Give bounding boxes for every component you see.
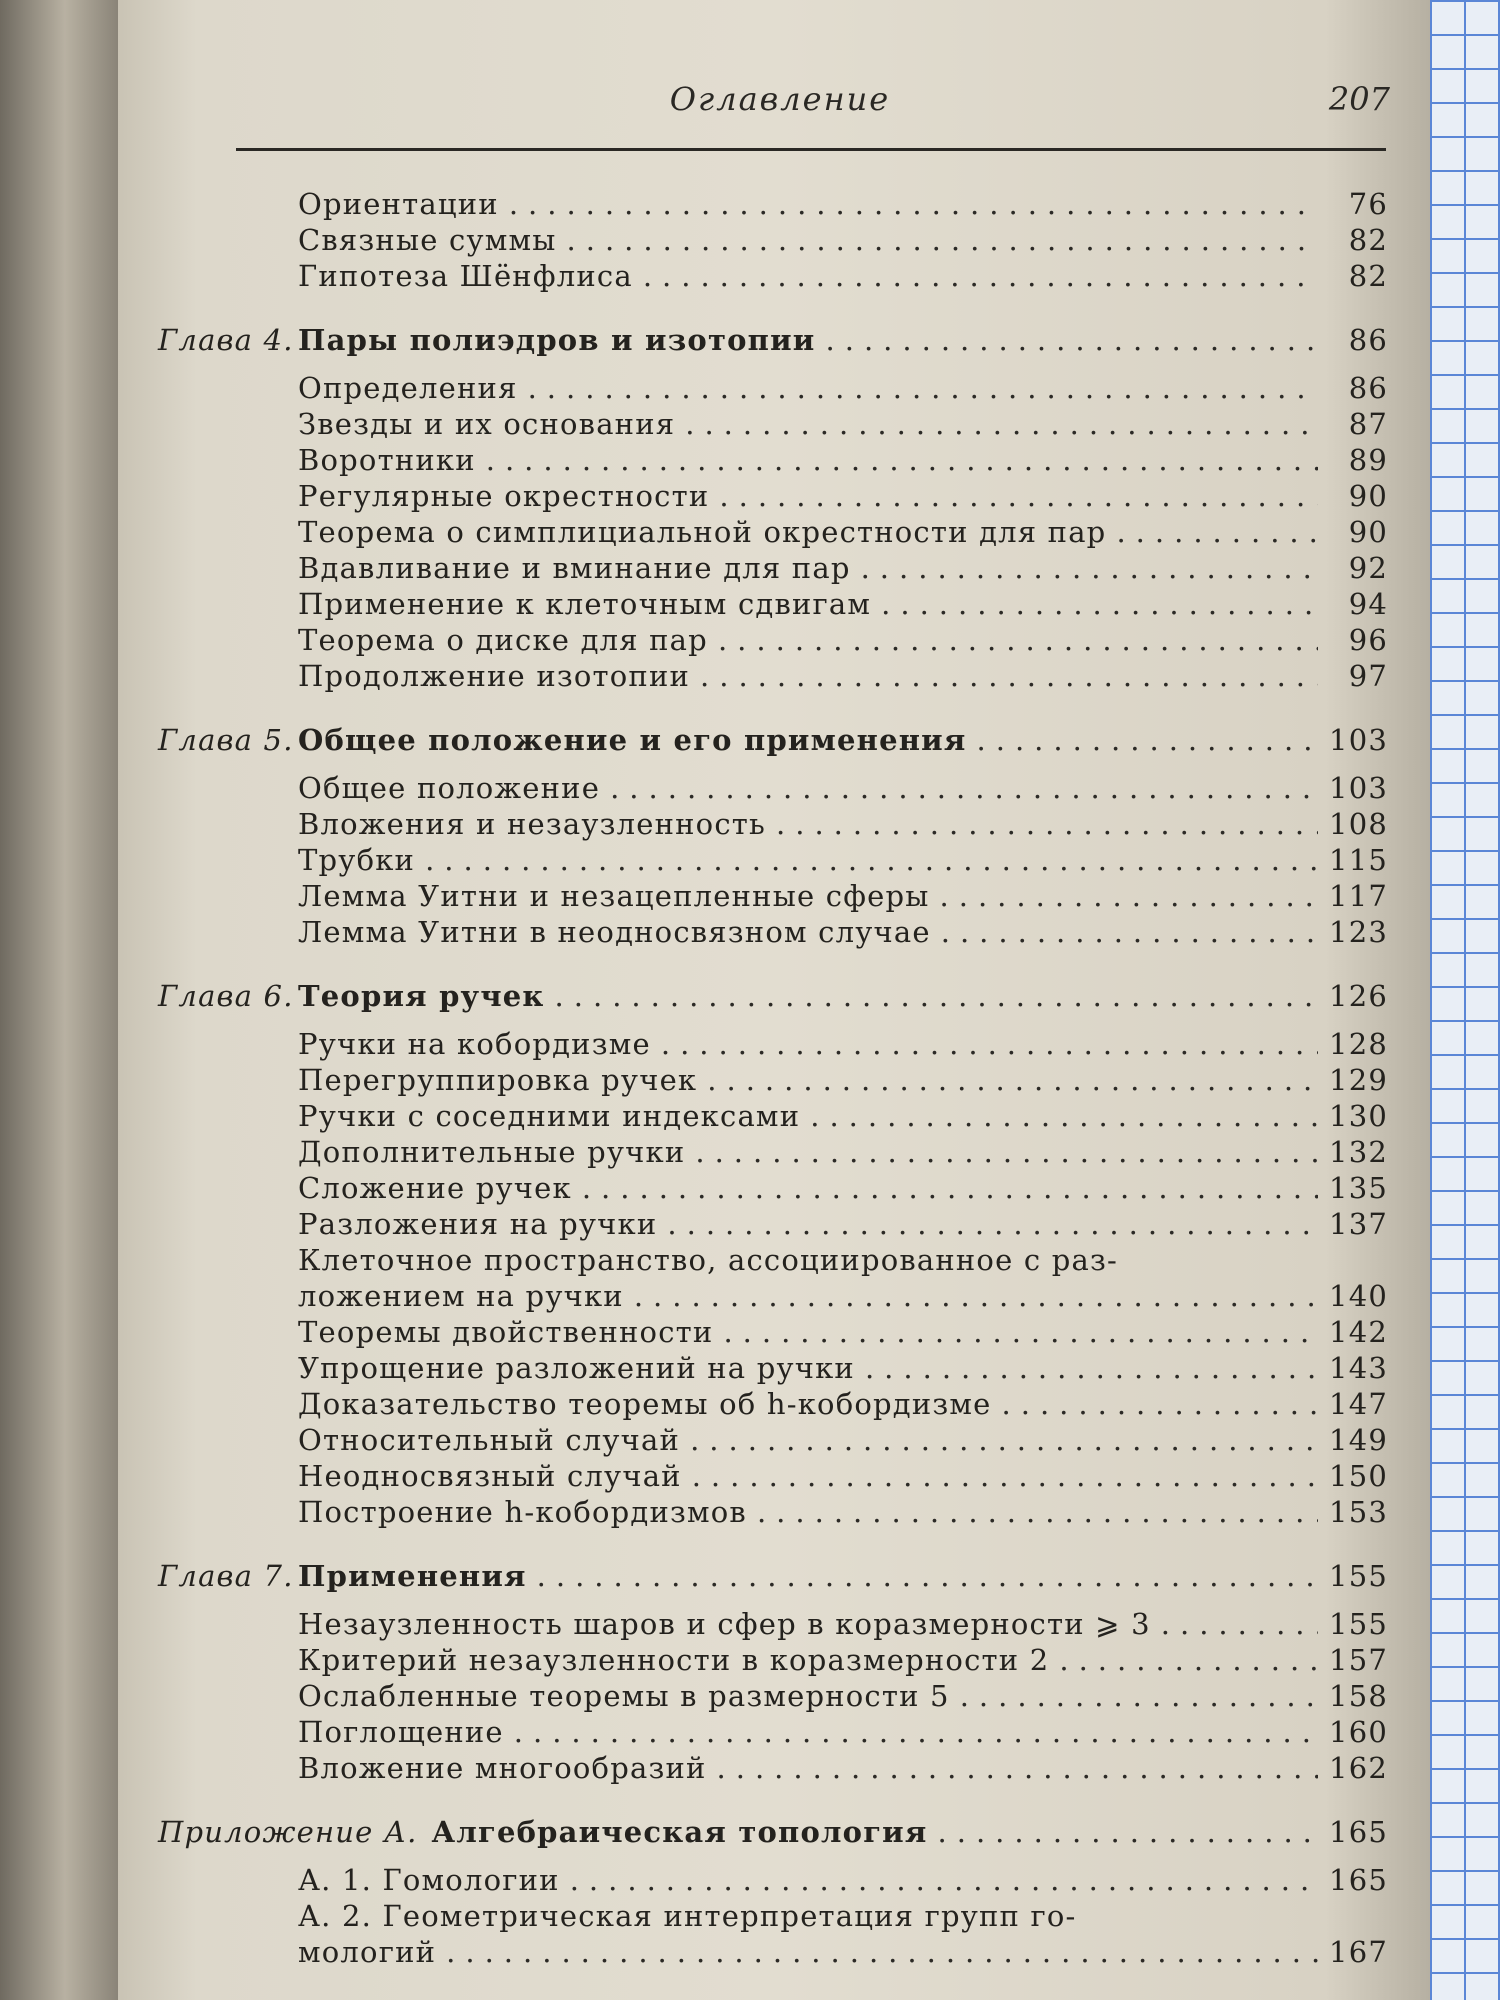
toc-entry-page: 128 (1329, 1027, 1388, 1061)
toc-entry (158, 1062, 1388, 1098)
toc-entry (158, 1314, 1388, 1350)
toc-entry (158, 478, 1388, 514)
dot-leader (528, 370, 1318, 406)
dot-leader (446, 1934, 1318, 1970)
dot-leader (509, 186, 1318, 222)
appendix-page: 165 (1329, 1815, 1388, 1849)
toc-entry (158, 1862, 1388, 1898)
chapter-heading (158, 978, 1388, 1014)
dot-leader (1116, 514, 1318, 550)
toc-entry (158, 1278, 1388, 1314)
toc-entry-title: Неодносвязный случай (298, 1459, 682, 1493)
toc-entry-first-line (158, 1242, 1388, 1278)
dot-leader (941, 914, 1318, 950)
toc-entry (158, 842, 1388, 878)
toc-entry (158, 1750, 1388, 1786)
toc-entry-page: 103 (1329, 771, 1388, 805)
dot-leader (695, 1134, 1318, 1170)
dot-leader (700, 658, 1318, 694)
grid-paper-background (1430, 0, 1500, 2000)
running-head-title: Оглавление (669, 80, 891, 118)
toc-entry-title: Клеточное пространство, ассоциированное с раз- (298, 1243, 1119, 1277)
toc-entry-title: Вдавливание и вминание для пар (298, 551, 851, 585)
toc-entry-title: мологий (298, 1935, 437, 1969)
toc-entry-title: Дополнительные ручки (298, 1135, 686, 1169)
dot-leader (486, 442, 1318, 478)
toc-entry-title: Ослабленные теоремы в размерности 5 (298, 1679, 950, 1713)
chapter-title: Пары полиэдров и изотопии (298, 323, 816, 357)
toc-entry-page: 130 (1329, 1099, 1388, 1133)
toc-entry-page: 94 (1348, 587, 1388, 621)
toc-entry-title: Связные суммы (298, 223, 557, 257)
dot-leader (810, 1098, 1318, 1134)
chapter-label: Глава 5. (158, 723, 294, 757)
dot-leader (514, 1714, 1318, 1750)
dot-leader (861, 550, 1318, 586)
toc-entry-title: Незаузленность шаров и сфер в коразмерности ⩾ 3 (298, 1607, 1151, 1641)
toc-entry-page: 97 (1348, 659, 1388, 693)
toc-entry-title: Применение к клеточным сдвигам (298, 587, 872, 621)
toc-entry (158, 222, 1388, 258)
toc-entry-title: Звезды и их основания (298, 407, 676, 441)
toc-entry-page: 143 (1329, 1351, 1388, 1385)
toc-entry-title: Ручки на кобордизме (298, 1027, 651, 1061)
toc-entry-page: 142 (1329, 1315, 1388, 1349)
toc-entry (158, 186, 1388, 222)
toc-entry-title: Гипотеза Шёнфлиса (298, 259, 633, 293)
toc-entry (158, 1098, 1388, 1134)
dot-leader (865, 1350, 1318, 1386)
dot-leader (881, 586, 1318, 622)
toc-entry (158, 1642, 1388, 1678)
toc-entry (158, 1386, 1388, 1422)
toc-entry-page: 82 (1348, 223, 1388, 257)
toc-entry-title: Лемма Уитни и незацепленные сферы (298, 879, 930, 913)
toc-entry-title: Общее положение (298, 771, 601, 805)
chapter-page: 103 (1329, 723, 1388, 757)
toc-entry (158, 1134, 1388, 1170)
toc-entry-page: 167 (1329, 1935, 1388, 1969)
toc-entry-page: 165 (1329, 1863, 1388, 1897)
table-of-contents (158, 186, 1388, 1970)
toc-entry-page: 132 (1329, 1135, 1388, 1169)
toc-entry-title: Критерий незаузленности в коразмерности 2 (298, 1643, 1050, 1677)
toc-entry (158, 770, 1388, 806)
dot-leader (940, 878, 1318, 914)
toc-entry (158, 914, 1388, 950)
toc-entry-title: Перегруппировка ручек (298, 1063, 698, 1097)
toc-entry-first-line (158, 1898, 1388, 1934)
toc-entry (158, 1678, 1388, 1714)
toc-entry (158, 406, 1388, 442)
toc-entry-page: 115 (1329, 843, 1388, 877)
appendix-heading (158, 1814, 1388, 1850)
dot-leader (555, 978, 1318, 1014)
toc-entry (158, 550, 1388, 586)
header-rule (236, 148, 1386, 151)
toc-entry-page: 149 (1329, 1423, 1388, 1457)
toc-entry-page: 129 (1329, 1063, 1388, 1097)
toc-entry-page: 108 (1329, 807, 1388, 841)
toc-entry (158, 514, 1388, 550)
toc-entry (158, 1458, 1388, 1494)
dot-leader (938, 1814, 1318, 1850)
dot-leader (717, 1750, 1318, 1786)
toc-entry-title: Теорема о симплициальной окрестности для пар (298, 515, 1107, 549)
toc-entry (158, 1350, 1388, 1386)
appendix-title: Алгебраическая топология (431, 1815, 928, 1849)
dot-leader (718, 622, 1318, 658)
toc-entry-page: 76 (1348, 187, 1388, 221)
dot-leader (685, 406, 1318, 442)
dot-leader (960, 1678, 1318, 1714)
chapter-label: Глава 7. (158, 1559, 294, 1593)
toc-entry-page: 117 (1329, 879, 1388, 913)
toc-entry-title: Продолжение изотопии (298, 659, 691, 693)
toc-entry-page: 90 (1348, 479, 1388, 513)
facing-page-edge (0, 0, 118, 2000)
dot-leader (661, 1026, 1318, 1062)
toc-entry-title: Вложения и незаузленность (298, 807, 767, 841)
dot-leader (1059, 1642, 1318, 1678)
chapter-title: Применения (298, 1559, 527, 1593)
dot-leader (776, 806, 1318, 842)
chapter-heading (158, 722, 1388, 758)
chapter-label: Глава 4. (158, 323, 294, 357)
toc-entry-title: Поглощение (298, 1715, 504, 1749)
toc-entry-page: 162 (1329, 1751, 1388, 1785)
dot-leader (634, 1278, 1318, 1314)
toc-entry-page: 153 (1329, 1495, 1388, 1529)
chapter-title: Теория ручек (298, 979, 545, 1013)
toc-entry-title: Теорема о диске для пар (298, 623, 708, 657)
toc-entry-title: Разложения на ручки (298, 1207, 658, 1241)
toc-entry-title: Ориентации (298, 187, 499, 221)
toc-entry-title: Лемма Уитни в неодносвязном случае (298, 915, 931, 949)
toc-entry-title: Определения (298, 371, 518, 405)
toc-entry-title: А. 1. Гомологии (298, 1863, 560, 1897)
toc-entry (158, 258, 1388, 294)
dot-leader (757, 1494, 1318, 1530)
chapter-label: Глава 6. (158, 979, 294, 1013)
toc-entry-page: 157 (1329, 1643, 1388, 1677)
toc-entry-page: 87 (1348, 407, 1388, 441)
running-head-page-number: 207 (1328, 80, 1390, 118)
toc-entry-page: 150 (1329, 1459, 1388, 1493)
toc-entry-page: 140 (1329, 1279, 1388, 1313)
chapter-page: 155 (1329, 1559, 1388, 1593)
chapter-title: Общее положение и его применения (298, 723, 967, 757)
toc-entry-page: 89 (1348, 443, 1388, 477)
toc-entry-title: Ручки с соседними индексами (298, 1099, 801, 1133)
toc-entry (158, 622, 1388, 658)
dot-leader (692, 1458, 1318, 1494)
toc-entry (158, 1422, 1388, 1458)
toc-entry-page: 137 (1329, 1207, 1388, 1241)
chapter-heading (158, 322, 1388, 358)
toc-entry-title: Относительный случай (298, 1423, 681, 1457)
toc-entry-title: Трубки (298, 843, 416, 877)
dot-leader (1161, 1606, 1318, 1642)
toc-entry (158, 370, 1388, 406)
toc-entry-page: 155 (1329, 1607, 1388, 1641)
toc-entry-title: Сложение ручек (298, 1171, 572, 1205)
dot-leader (826, 322, 1318, 358)
toc-entry (158, 878, 1388, 914)
toc-entry-title: Воротники (298, 443, 476, 477)
toc-entry (158, 442, 1388, 478)
toc-entry-page: 135 (1329, 1171, 1388, 1205)
toc-entry (158, 1170, 1388, 1206)
dot-leader (1002, 1386, 1318, 1422)
dot-leader (707, 1062, 1318, 1098)
dot-leader (570, 1862, 1318, 1898)
book-page (118, 0, 1430, 2000)
dot-leader (643, 258, 1318, 294)
dot-leader (610, 770, 1318, 806)
toc-entry-title: Регулярные окрестности (298, 479, 710, 513)
toc-entry-page: 147 (1329, 1387, 1388, 1421)
toc-entry-page: 158 (1329, 1679, 1388, 1713)
toc-entry-title: Теоремы двойственности (298, 1315, 714, 1349)
running-head (170, 72, 1390, 128)
dot-leader (667, 1206, 1318, 1242)
toc-entry-page: 92 (1348, 551, 1388, 585)
toc-entry-page: 82 (1348, 259, 1388, 293)
chapter-page: 86 (1348, 323, 1388, 357)
toc-entry-title: Упрощение разложений на ручки (298, 1351, 855, 1385)
toc-entry-page: 90 (1348, 515, 1388, 549)
toc-entry-title: Доказательство теоремы об h-кобордизме (298, 1387, 992, 1421)
dot-leader (567, 222, 1318, 258)
dot-leader (537, 1558, 1318, 1594)
toc-entry (158, 1714, 1388, 1750)
chapter-page: 126 (1329, 979, 1388, 1013)
toc-entry-page: 160 (1329, 1715, 1388, 1749)
toc-entry-title: А. 2. Геометрическая интерпретация групп го- (298, 1899, 1077, 1933)
toc-entry (158, 1494, 1388, 1530)
dot-leader (690, 1422, 1318, 1458)
dot-leader (723, 1314, 1318, 1350)
toc-entry-title: Вложение многообразий (298, 1751, 707, 1785)
toc-entry (158, 1606, 1388, 1642)
toc-entry (158, 1206, 1388, 1242)
dot-leader (719, 478, 1318, 514)
dot-leader (582, 1170, 1318, 1206)
toc-entry (158, 658, 1388, 694)
toc-entry (158, 806, 1388, 842)
toc-entry (158, 586, 1388, 622)
dot-leader (977, 722, 1318, 758)
toc-entry-title: ложением на ручки (298, 1279, 624, 1313)
chapter-heading (158, 1558, 1388, 1594)
toc-entry (158, 1026, 1388, 1062)
dot-leader (425, 842, 1318, 878)
toc-entry-page: 86 (1348, 371, 1388, 405)
toc-entry-page: 123 (1329, 915, 1388, 949)
toc-entry-title: Построение h-кобордизмов (298, 1495, 747, 1529)
appendix-label: Приложение А. (158, 1815, 418, 1849)
toc-entry-page: 96 (1348, 623, 1388, 657)
toc-entry (158, 1934, 1388, 1970)
